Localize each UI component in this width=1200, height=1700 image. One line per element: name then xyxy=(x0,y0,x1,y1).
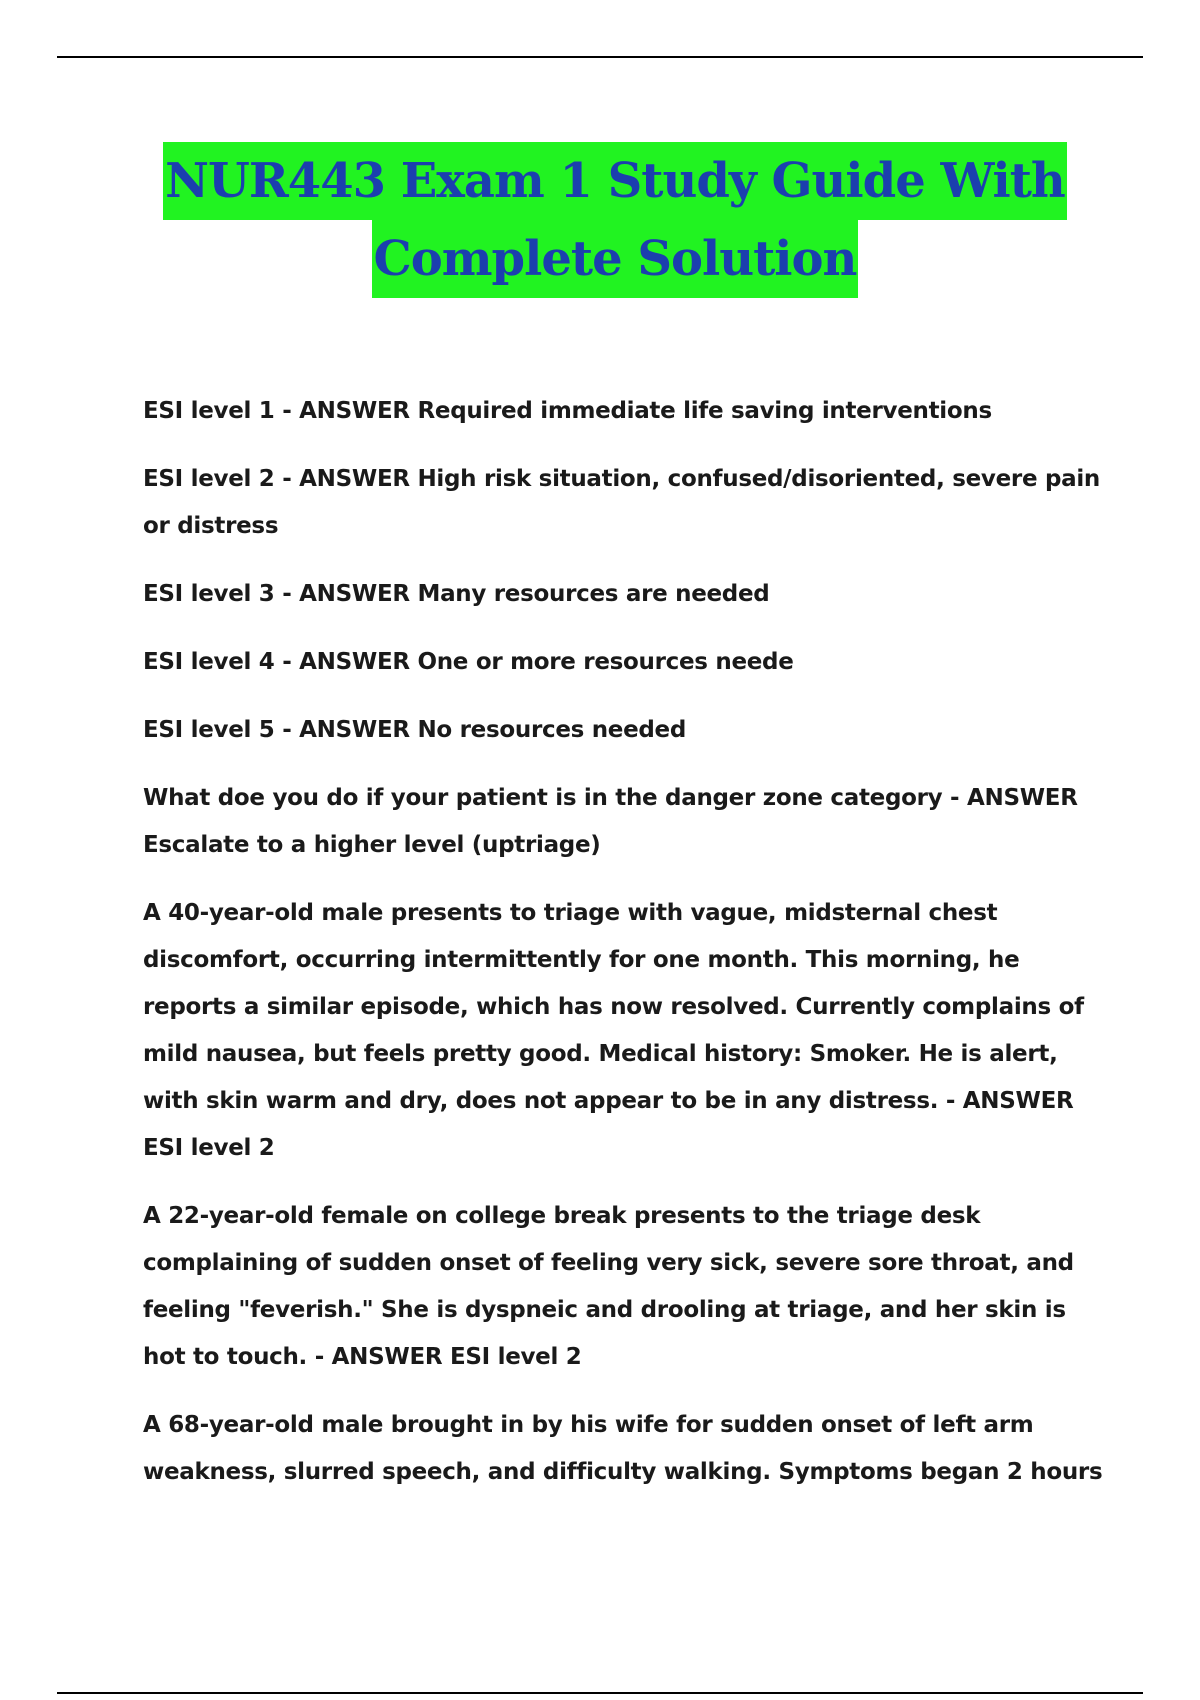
qa-entry-danger-zone: What doe you do if your patient is in the danger zone category - ANSWER Escalate to a higher level (uptriage) xyxy=(143,785,1078,858)
study-guide-content xyxy=(143,388,1103,1517)
qa-entry-esi-3: ESI level 3 - ANSWER Many resources are needed xyxy=(143,581,770,607)
qa-entry-esi-1: ESI level 1 - ANSWER Required immediate life saving interventions xyxy=(143,398,992,424)
qa-entry-esi-4: ESI level 4 - ANSWER One or more resources neede xyxy=(143,649,794,675)
qa-entry-esi-5: ESI level 5 - ANSWER No resources needed xyxy=(143,717,687,743)
bottom-rule xyxy=(57,1692,1143,1694)
qa-entry-chest-discomfort: A 40-year-old male presents to triage with vague, midsternal chest discomfort, occurring intermittently for one month. This morning, he reports a similar episode, which has now resolved. Currently complains of mild nausea, but feels pretty good. Medical history: Smoker. He is alert, with skin warm and dry, does not appear to be in any distress. - ANSWER ESI level 2 xyxy=(143,900,1084,1161)
qa-entry-sore-throat: A 22-year-old female on college break presents to the triage desk complaining of sudden onset of feeling very sick, severe sore throat, and feeling "feverish." She is dyspneic and drooling at triage, and her skin is hot to touch. - ANSWER ESI level 2 xyxy=(143,1203,1074,1370)
top-rule xyxy=(57,56,1143,58)
qa-entry-esi-2: ESI level 2 - ANSWER High risk situation, confused/disoriented, severe pain or distress xyxy=(143,466,1100,539)
title-line-1: NUR443 Exam 1 Study Guide With xyxy=(163,142,1067,220)
qa-entry-arm-weakness: A 68-year-old male brought in by his wife for sudden onset of left arm weakness, slurred speech, and difficulty walking. Symptoms began 2 hours xyxy=(143,1412,1103,1485)
document-title xyxy=(140,142,1090,298)
title-line-2: Complete Solution xyxy=(372,220,859,298)
